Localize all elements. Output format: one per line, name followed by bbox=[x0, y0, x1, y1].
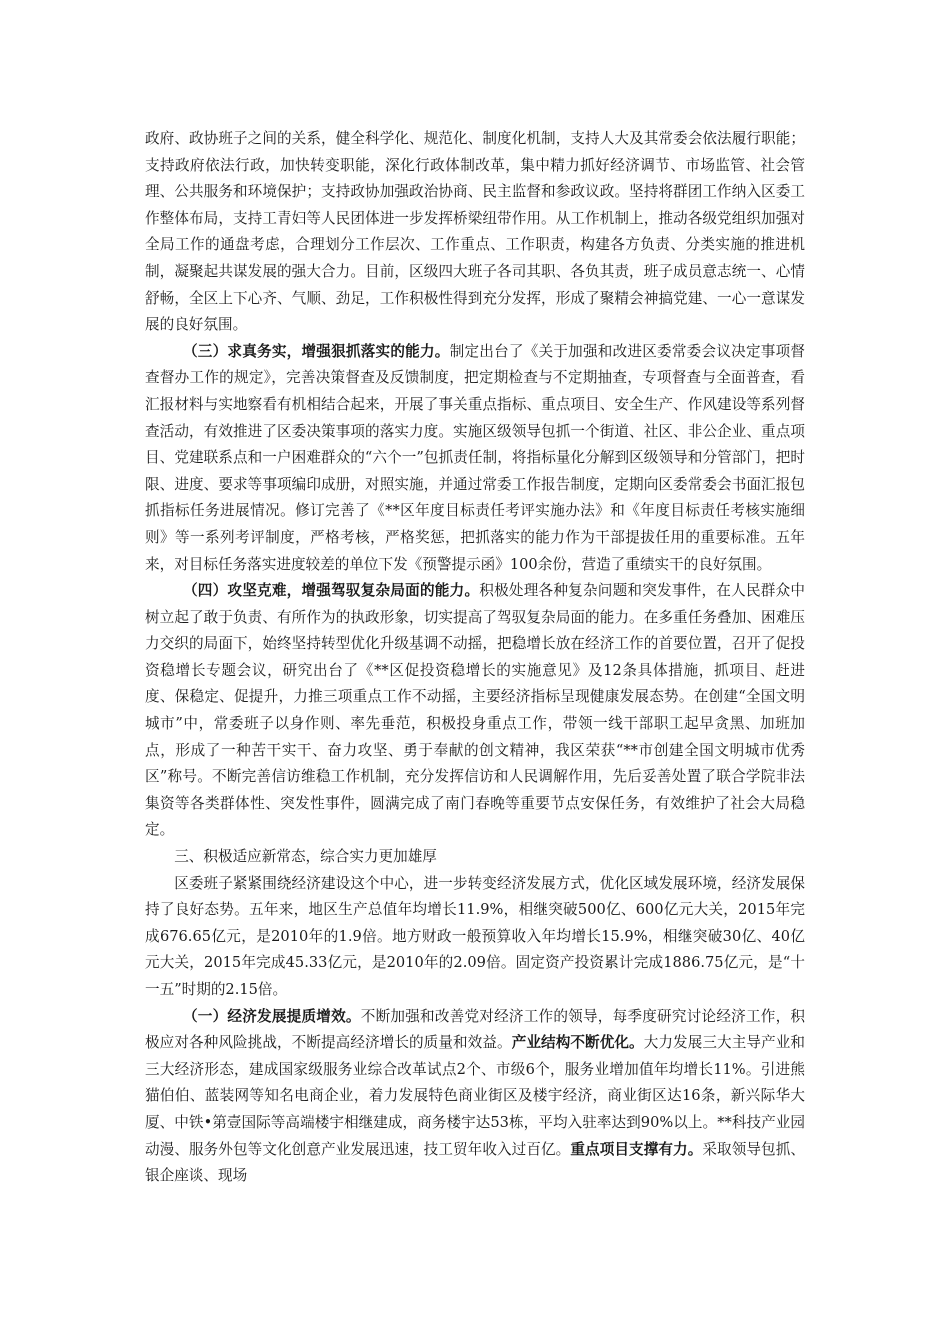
inline-heading-projects: 重点项目支撑有力。 bbox=[570, 1140, 703, 1158]
document-page bbox=[145, 126, 805, 1190]
section-heading-1: （一）经济发展提质增效。 bbox=[182, 1007, 361, 1025]
paragraph-leadership-relations: 政府、政协班子之间的关系，健全科学化、规范化、制度化机制，支持人大及其常委会依法履行职能；支持政府依法行政，加快转变职能，深化行政体制改革，集中精力抓好经济调节、市场监管、社会管理、公共服务和环境保护；支持政协加强政治协商、民主监督和参政议政。坚持将群团工作纳入区委工作整体布局，支持工青妇等人民团体进一步发挥桥梁纽带作用。从工作机制上，推动各级党组织加强对全局工作的通盘考虑，合理划分工作层次、工作重点、工作职责，构建各方负责、分类实施的推进机制，凝聚起共谋发展的强大合力。目前，区级四大班子各司其职、各负其责，班子成员意志统一、心情舒畅，全区上下心齐、气顺、劲足，工作积极性得到充分发挥，形成了聚精会神搞党建、一心一意谋发展的良好氛围。 bbox=[145, 130, 805, 334]
paragraph-body: 不断加强和改善党对经济工作的领导，每季度研究讨论经济工作，积极应对各种风险挑战，不断提高经济增长的质量和效益。 bbox=[145, 1007, 805, 1052]
section-title-three: 三、积极适应新常态，综合实力更加雄厚 bbox=[174, 848, 437, 866]
paragraph-body: 制定出台了《关于加强和改进区委常委会议决定事项督查督办工作的规定》，完善决策督查及反馈制度，把定期检查与不定期抽查，专项督查与全面普查，看汇报材料与实地察看有机相结合起来，开展了事关重点指标、重点项目、安全生产、作风建设等系列督查活动，有效推进了区委决策事项的落实力度。实施区级领导包抓一个街道、社区、非公企业、重点项目、党建联系点和一户困难群众的“六个一”包抓责任制，将指标量化分解到区级领导和分管部门，把时限、进度、要求等事项编印成册，对照实施，并通过常委工作报告制度，定期向区委常委会书面汇报包抓指标任务进展情况。修订完善了《**区年度目标责任考评实施办法》和《年度目标责任考核实施细则》等一系列考评制度，严格考核，严格奖惩，把抓落实的能力作为干部提拔任用的重要标准。五年来，对目标任务落实进度较差的单位下发《预警提示函》100余份，营造了重绩实干的良好氛围。 bbox=[145, 342, 805, 573]
paragraph-implementation bbox=[145, 339, 805, 578]
paragraph-economic-quality bbox=[145, 1004, 805, 1190]
inline-heading-industry: 产业结构不断优化。 bbox=[511, 1034, 644, 1052]
paragraph-body: 采取领导包抓、银企座谈、现场 bbox=[145, 1140, 805, 1185]
paragraph-body: 大力发展三大主导产业和三大经济形态，建成国家级服务业综合改革试点2个、市级6个，服务业增加值年均增长11%。引进熊猫伯伯、蓝装网等知名电商企业，着力发展特色商业街区及楼宇经济，商业街区达16条，新兴际华大厦、中铁•第壹国际等高端楼宇相继建成，商务楼宇达53栋，平均入驻率达到90%以上。**科技产业园动漫、服务外包等文化创意产业发展迅速，技工贸年收入过百亿。 bbox=[145, 1034, 805, 1158]
section-heading-3: （三）求真务实，增强狠抓落实的能力。 bbox=[182, 342, 450, 360]
paragraph-body: 积极处理各种复杂问题和突发事件，在人民群众中树立起了敢于负责、有所作为的执政形象，切实提高了驾驭复杂局面的能力。在多重任务叠加、困难压力交织的局面下，始终坚持转型优化升级基调不动摇，把稳增长放在经济工作的首要位置，召开了促投资稳增长专题会议，研究出台了《**区促投资稳增长的实施意见》及12条具体措施，抓项目、赶进度、保稳定、促提升，力推三项重点工作不动摇，主要经济指标呈现健康发展态势。在创建“全国文明城市”中，常委班子以身作则、率先垂范，积极投身重点工作，带领一线干部职工起早贪黑、加班加点，形成了一种苦干实干、奋力攻坚、勇于奉献的创文精神，我区荣获“**市创建全国文明城市优秀区”称号。不断完善信访维稳工作机制，充分发挥信访和人民调解作用，先后妥善处置了联合学院非法集资等各类群体性、突发性事件，圆满完成了南门春晚等重要节点安保任务，有效维护了社会大局稳定。 bbox=[145, 582, 805, 839]
paragraph-economic-overview: 区委班子紧紧围绕经济建设这个中心，进一步转变经济发展方式，优化区域发展环境，经济发展保持了良好态势。五年来，地区生产总值年均增长11.9%，相继突破500亿、600亿元大关，2015年完成676.65亿元，是2010年的1.9倍。地方财政一般预算收入年均增长15.9%，相继突破30亿、40亿元大关，2015年完成45.33亿元，是2010年的2.09倍。固定资产投资累计完成1886.75亿元，是“十一五”时期的2.15倍。 bbox=[145, 874, 805, 998]
section-heading-4: （四）攻坚克难，增强驾驭复杂局面的能力。 bbox=[182, 582, 480, 600]
paragraph-complex-situations bbox=[145, 578, 805, 844]
